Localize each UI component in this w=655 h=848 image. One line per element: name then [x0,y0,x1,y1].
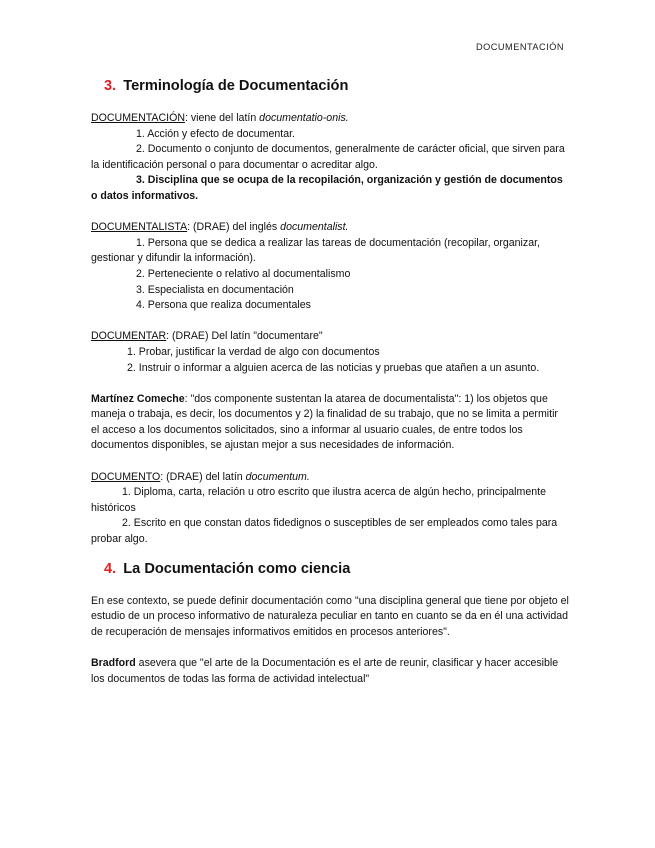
definition-header: DOCUMENTALISTA: (DRAE) del inglés documentalist. [91,221,349,234]
page-content [91,75,569,687]
term: DOCUMENTAR [91,330,167,343]
section-title: La Documentación como ciencia [123,560,351,577]
quote-author: Bradford [91,657,136,669]
running-header: DOCUMENTACIÓN [476,42,564,52]
section-number: 4. [104,560,117,577]
definition-header: DOCUMENTAR: (DRAE) Del latín "documentare" [91,330,323,343]
definition-item: 2. Instruir o informar a alguien acerca de las noticias y pruebas que atañen a un asunto. [127,361,540,374]
term: DOCUMENTACIÓN [91,112,185,124]
definition-header: DOCUMENTO: (DRAE) del latín documentum. [91,470,310,483]
quote-paragraph: Bradford asevera que "el arte de la Documentación es el arte de reunir, clasificar y hacer accesible los documentos de todas las forma de actividad intelectual" [91,657,559,685]
definition-item: 1. Acción y efecto de documentar. [136,127,296,140]
definition-item: 1. Diploma, carta, relación u otro escrito que ilustra acerca de algún hecho, principalmente históricos [91,486,546,514]
section-4-heading [91,558,569,580]
quote-paragraph: Martínez Comeche: "dos componente sustentan la atarea de documentalista": 1) los objetos que maneja o trabaja, es decir, los documentos y 2) la finalidad de su trabajo, que no se limita a permitir el acceso a los documentos solicitados, sino a informar al usuario cuales, de entre todos los documentos disponibles, se ajustan mejor a sus necesidades de información. [91,392,558,452]
definition-item: 2. Documento o conjunto de documentos, generalmente de carácter oficial, que sirven para la identificación personal o para documentar o acreditar algo. [91,143,565,171]
section-number: 3. [104,78,117,94]
definition-item: 3. Especialista en documentación [136,283,294,296]
definition-item: 2. Escrito en que constan datos fidedignos o susceptibles de ser empleados como tales para probar algo. [91,517,558,546]
definition-item: 4. Persona que realiza documentales [136,299,311,312]
definition-item: 2. Perteneciente o relativo al documentalismo [136,267,351,280]
term: DOCUMENTALISTA [91,221,188,234]
section-title: Terminología de Documentación [123,78,349,94]
definition-item: 1. Persona que se dedica a realizar las tareas de documentación (recopilar, organizar, gestionar y difundir la información). [91,236,540,265]
definition-item: 1. Probar, justificar la verdad de algo con documentos [127,345,380,358]
etymology: documentatio-onis. [259,112,349,124]
body-paragraph: En ese contexto, se puede definir documentación como "una disciplina general que tiene por objeto el estudio de un proceso informativo de naturaleza peculiar en tanto en cuanto se da en él una actividad de recuperación de mensajes informativos emitidos en procesos anteriores". [91,594,569,638]
term: DOCUMENTO [91,470,161,483]
etymology: documentum. [245,470,310,483]
section-3-heading [91,75,569,97]
definition-item: 3. Disciplina que se ocupa de la recopilación, organización y gestión de documentos o datos informativos. [91,174,563,202]
etymology: documentalist. [280,221,349,234]
quote-author: Martínez Comeche [91,392,185,405]
definition-header: DOCUMENTACIÓN: viene del latín documentatio-onis. [91,112,349,124]
